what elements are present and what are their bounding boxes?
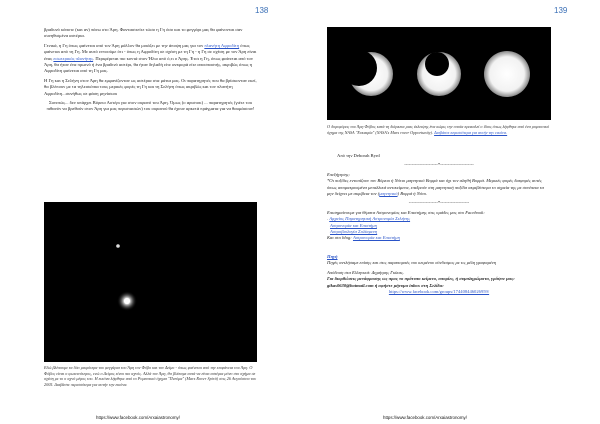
right-page [300, 0, 600, 424]
divider-1: ----------------------*---------------------- [404, 162, 474, 168]
link-magnetic[interactable]: μαγνητικό [379, 191, 398, 197]
group-link-3[interactable]: Αστροβιολογία Σολίαμενη [330, 229, 378, 235]
divider-2: -------------------*------------------- [408, 200, 470, 206]
right-photo-caption: Ο δορυφόρος του Άρη Φόβος κατά τη διάρκεια μιας έκλειψης ένα κώρις την οποία προκαλεί ο ίδιος όπως λήφθηκε από ένα ρομποτικό όχημα της NASA "Ευκαιρία" (NASA's Mars rover Opportunity). Διαβάστε περισσότερα για αυτήν την εικόνα. [327, 124, 549, 135]
eclipse-photo-strip [327, 27, 551, 120]
author-line: Από την Deborah Byrd [337, 153, 380, 158]
page-number-left: 138 [255, 6, 269, 15]
paragraph-2: Γενικά, η Γη όπως φαίνεται από τον Άρη μάλλον θα μοιάζει με την άποψη μας για τον πλανήτη Αφροδίτη όπως φαίνεται από τη Γη. Με αυτό εννοούμε ότι - όπως η Αφροδίτη σε σχέση με τη Γη - η Γη σε σχέση με τον Άρη είναι ένας εσωτερικός πλανήτης. Περιφέρεται πιο κοντά στον Ήλιο από ό,τι ο Άρης. Έτσι η Γη, όπως φαίνεται από τον Άρη, θα ήταν ένα πρωινό ή ένα βραδινό αστέρι, θα ήταν δηλαδή είτε ανεφορά είτε αποσπαστής, ακριβώς όπως η Αφροδίτη φαίνεται από τη Γη μας. [44, 42, 257, 74]
left-photo-caption: Εδώ βλέπουμε τα δύο μικρότερα του φεγγάρια του Άρη τον Φόβο και τον Δείμο - όπως φαίνεται από την επιφάνεια του Άρη. Ο Φόβος είναι ο φωτεινότερος, ενώ ο Δείμος είναι πιο αχνός. Αλλά τον Άρη, θα βλέπαμε αυτά να είναι αστέρια μόνο στο σχήμα σε σχέση με το ο αχνό μέρος του. Η εικόνα λήφθηκε από το Ρομποτικό όχημα "Πνεύμα" (Mars Rover Spirit) στις 26 Αυγούστου του 2005. Διαβάστε περισσότερα για αυτήν την εικόνα. [44, 365, 257, 387]
link-inner-planet[interactable]: εσωτερικός πλανήτης [53, 55, 94, 61]
corrections-line: Για διορθώσεις μετάφρασης ως προς το πρότυπο κείμενο, απορίες, ή συμπληρώματα, γράψτε μας: gikas0630@hotmail.com ή αφήστε μήνυμα inbox στη Σελίδα: [327, 276, 515, 288]
eclipse-phase-3 [484, 51, 530, 97]
caption-read-more-link[interactable]: Διαβάστε περισσότερα για αυτήν την εικόνα. [434, 129, 508, 135]
paragraph-4: Συνεπώς... δεν υπάρχει Βόρειο Αστέρι για στον ουρανό του Άρη. Όμως (ο αριστοκ) ... παρατηρητές (γιέτε του πιθανόν να βρεθούν στον Άρη για μας περιστασιών) του ουρανού θα έχουν αρκετά πράγματα για να θαυμάσουν! [46, 100, 255, 112]
left-text-block [44, 27, 257, 116]
explanations-title: Επεξήγησης: [327, 171, 351, 177]
eclipse-phase-2 [417, 52, 461, 96]
blog-line: Και στο blog: Αστρονομία και Επιστήμη [327, 235, 400, 241]
left-footer: https://www.facebook.com/Arxaiastronomy/ [96, 415, 180, 420]
right-text-block [327, 153, 551, 298]
paragraph-3: Η Γη και η Σελήνη στον Άρη θα εμφανίζονταν ως αστέρια στα μάτια μας. Οι παρατηρητές που θα βρίσκονταν εκεί, θα βλέπουν με τα τηλεσκόπια τους μερικές φορές τη Γη και τη Σελήνη όπως ακριβώς και τον πλανήτη Αφροδίτη...συνήθως σε φάση μηνίσκου [44, 77, 257, 96]
paragraph-1: βραδυνό κάποτε (και αν) πάνω στο Άρη. Φαντασιτείτε τώσο η Γη όσο και το φεγγάρι μας θα φαίνονται σαν συνηθισμένα αστέρια. [44, 27, 243, 39]
facebook-group-link[interactable]: https://www.facebook.com/groups/174408446026959/ [388, 288, 490, 294]
deimos-moon [116, 244, 120, 248]
page-number-right: 139 [554, 6, 568, 15]
translation-line: Απόδοση στα Ελληνικά: Δημήτρης Γκίκας. [327, 269, 405, 275]
explanations-body: *Οι πυξίδες εντοπίζουν τον Βόρειο ή Νότιο μαγνητικό Βορρά και όχι τον αληθή Βορρά. Μερικές φορές διαφορές αυτές όπως απομακρυσμένα μεταλλικά αντικείμενα, επιδρούν στη μαγνητική πυξίδα ακριβέστερα το σημεία της με συνέπεια τα μην δείχνει με ακρίβεια τον (μαγνητικό) Βορρά ή Νότο. [327, 178, 544, 197]
group-link-1[interactable]: . Αρχαίος Παρατηρητική Αστρονομία Σελήνης [327, 216, 411, 222]
right-footer: https://www.facebook.com/Arxaiastronomy/ [383, 415, 467, 420]
link-venus[interactable]: πλανήτη Αφροδίτη [204, 42, 240, 48]
source-body: Πηγές αντλήσαμε επίσης και στις παραπομπές του κειμένου σύνδεσμος με τις μέλη γραφαμένη [327, 260, 497, 266]
group-link-2[interactable]: Αστρονομία και Επιστήμη [330, 222, 377, 228]
blog-link[interactable]: Αστρονομία και Επιστήμη [352, 235, 400, 241]
mars-sky-photo [44, 202, 257, 362]
source-title[interactable]: Πηγή [327, 253, 338, 259]
eclipse-phase-1 [341, 50, 393, 96]
groups-intro: Επισημαίνουμε για θέματα Αστρονομίας και Επιστήμης στις ομάδες μας στο Facebook: [327, 209, 485, 215]
